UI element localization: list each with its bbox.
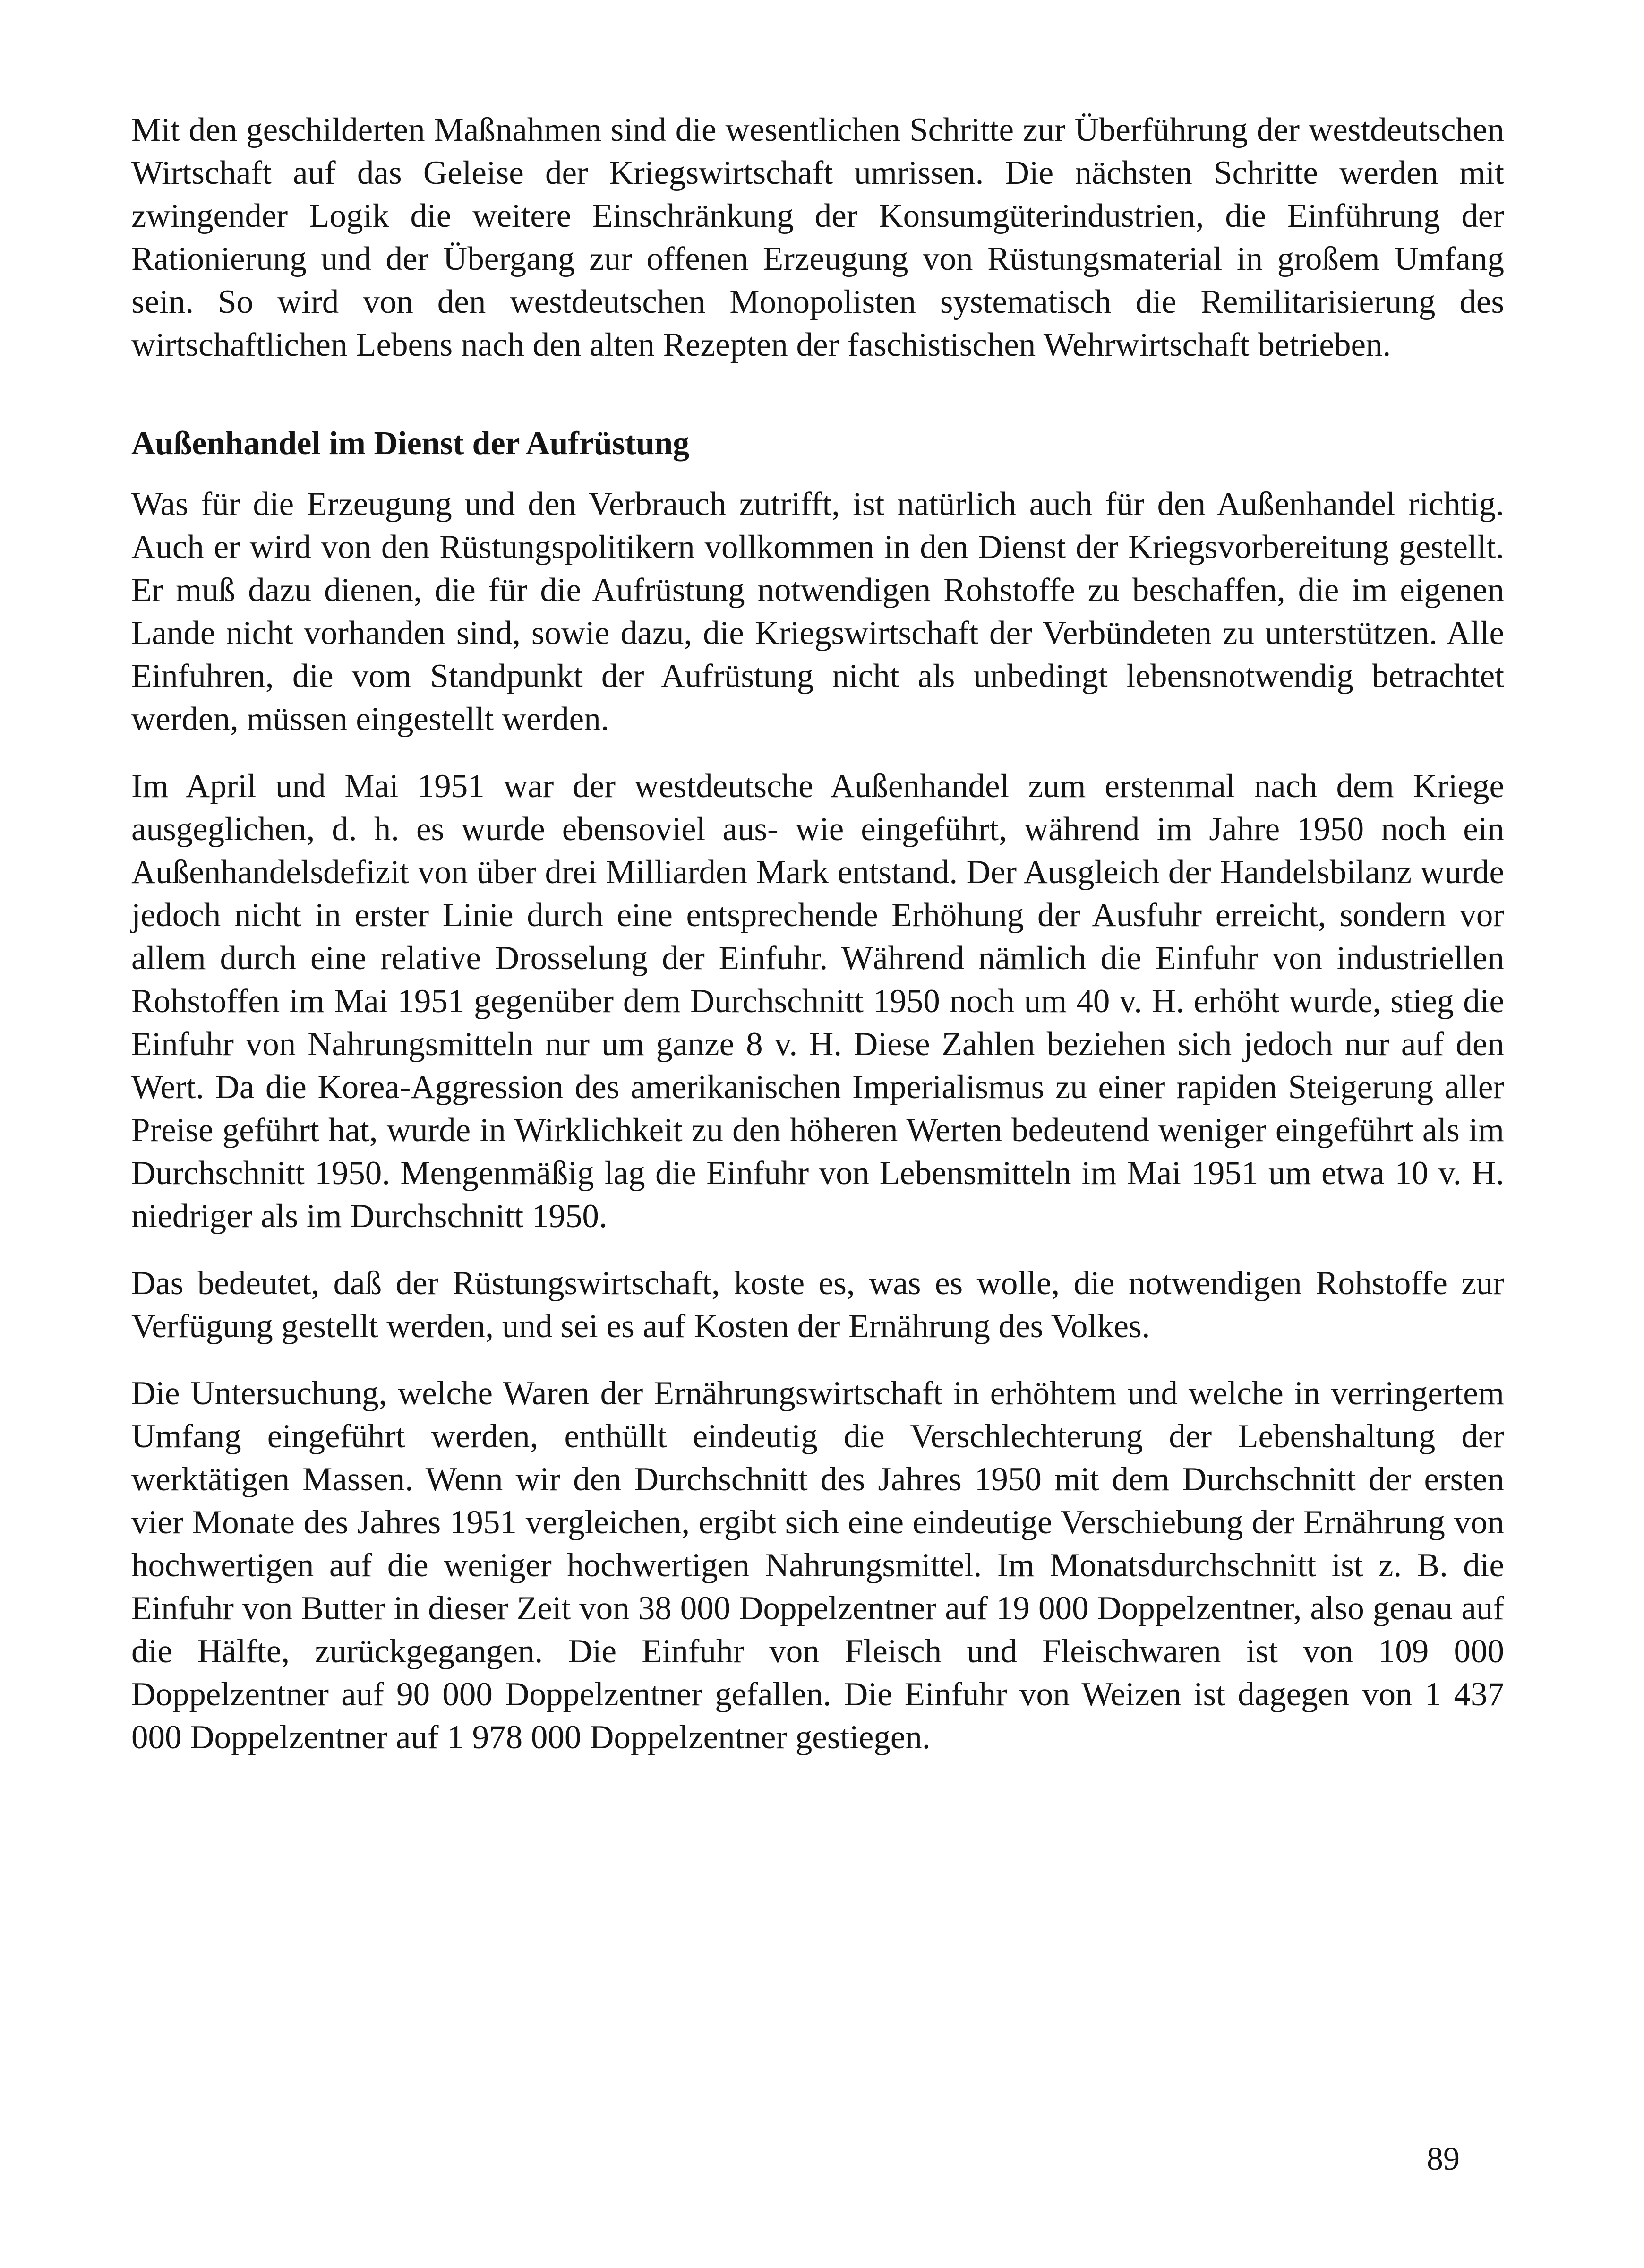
paragraph-food-imports: Die Untersuchung, welche Waren der Ernährungswirtschaft in erhöhtem und welche in verringertem Umfang eingeführt werden, enthüllt eindeutig die Verschlechterung der Lebenshaltung der werktätigen Massen. Wenn wir den Durchschnitt des Jahres 1950 mit dem Durchschnitt der ersten vier Monate des Jahres 1951 vergleichen, ergibt sich eine eindeutige Verschiebung der Ernährung von hochwertigen auf die weniger hochwertigen Nahrungsmittel. Im Monatsdurchschnitt ist z. B. die Einfuhr von Butter in dieser Zeit von 38 000 Doppelzentner auf 19 000 Doppelzentner, also genau auf die Hälfte, zurückgegangen. Die Einfuhr von Fleisch und Fleischwaren ist von 109 000 Doppelzentner auf 90 000 Doppelzentner gefallen. Die Einfuhr von Weizen ist dagegen von 1 437 000 Doppelzentner auf 1 978 000 Doppelzentner gestiegen. [131,1375,1504,1756]
paragraph-intro: Mit den geschilderten Maßnahmen sind die wesentlichen Schritte zur Überführung der westdeutschen Wirtschaft auf das Geleise der Kriegswirtschaft umrissen. Die nächsten Schritte werden mit zwingender Logik die weitere Einschränkung der Konsumgüterindustrien, die Einführung der Rationierung und der Übergang zur offenen Erzeugung von Rüstungsmaterial in großem Umfang sein. So wird von den westdeutschen Monopolisten systematisch die Remilitarisierung des wirtschaftlichen Lebens nach den alten Rezepten der faschistischen Wehrwirtschaft betrieben. [131,112,1504,363]
section-heading: Außenhandel im Dienst der Aufrüstung [131,425,690,462]
paragraph-trade-balance: Im April und Mai 1951 war der westdeutsche Außenhandel zum erstenmal nach dem Kriege ausgeglichen, d. h. es wurde ebensoviel aus- wie eingeführt, während im Jahre 1950 noch ein Außenhandelsdefizit von über drei Milliarden Mark entstand. Der Ausgleich der Handelsbilanz wurde jedoch nicht in erster Linie durch eine entsprechende Erhöhung der Ausfuhr erreicht, sondern vor allem durch eine relative Drosselung der Einfuhr. Während nämlich die Einfuhr von industriellen Rohstoffen im Mai 1951 gegenüber dem Durchschnitt 1950 noch um 40 v. H. erhöht wurde, stieg die Einfuhr von Nahrungsmitteln nur um ganze 8 v. H. Diese Zahlen beziehen sich jedoch nur auf den Wert. Da die Korea-Aggression des amerikanischen Imperialismus zu einer rapiden Steigerung aller Preise geführt hat, wurde in Wirklichkeit zu den höheren Werten bedeutend weniger eingeführt als im Durchschnitt 1950. Mengenmäßig lag die Einfuhr von Lebensmitteln im Mai 1951 um etwa 10 v. H. niedriger als im Durchschnitt 1950. [131,768,1504,1235]
paragraph-consequence: Das bedeutet, daß der Rüstungswirtschaft, koste es, was es wolle, die notwendigen Rohstoffe zur Verfügung gestellt werden, und sei es auf Kosten der Ernährung des Volkes. [131,1265,1504,1345]
page-number: 89 [1427,2141,1460,2177]
paragraph-foreign-trade: Was für die Erzeugung und den Verbrauch zutrifft, ist natürlich auch für den Außenhandel richtig. Auch er wird von den Rüstungspolitikern vollkommen in den Dienst der Kriegsvorbereitung gestellt. Er muß dazu dienen, die für die Aufrüstung notwendigen Rohstoffe zu beschaffen, die im eigenen Lande nicht vorhanden sind, sowie dazu, die Kriegswirtschaft der Verbündeten zu unterstützen. Alle Einfuhren, die vom Standpunkt der Aufrüstung nicht als unbedingt lebensnotwendig betrachtet werden, müssen eingestellt werden. [131,486,1504,738]
page-body [131,109,1504,1759]
